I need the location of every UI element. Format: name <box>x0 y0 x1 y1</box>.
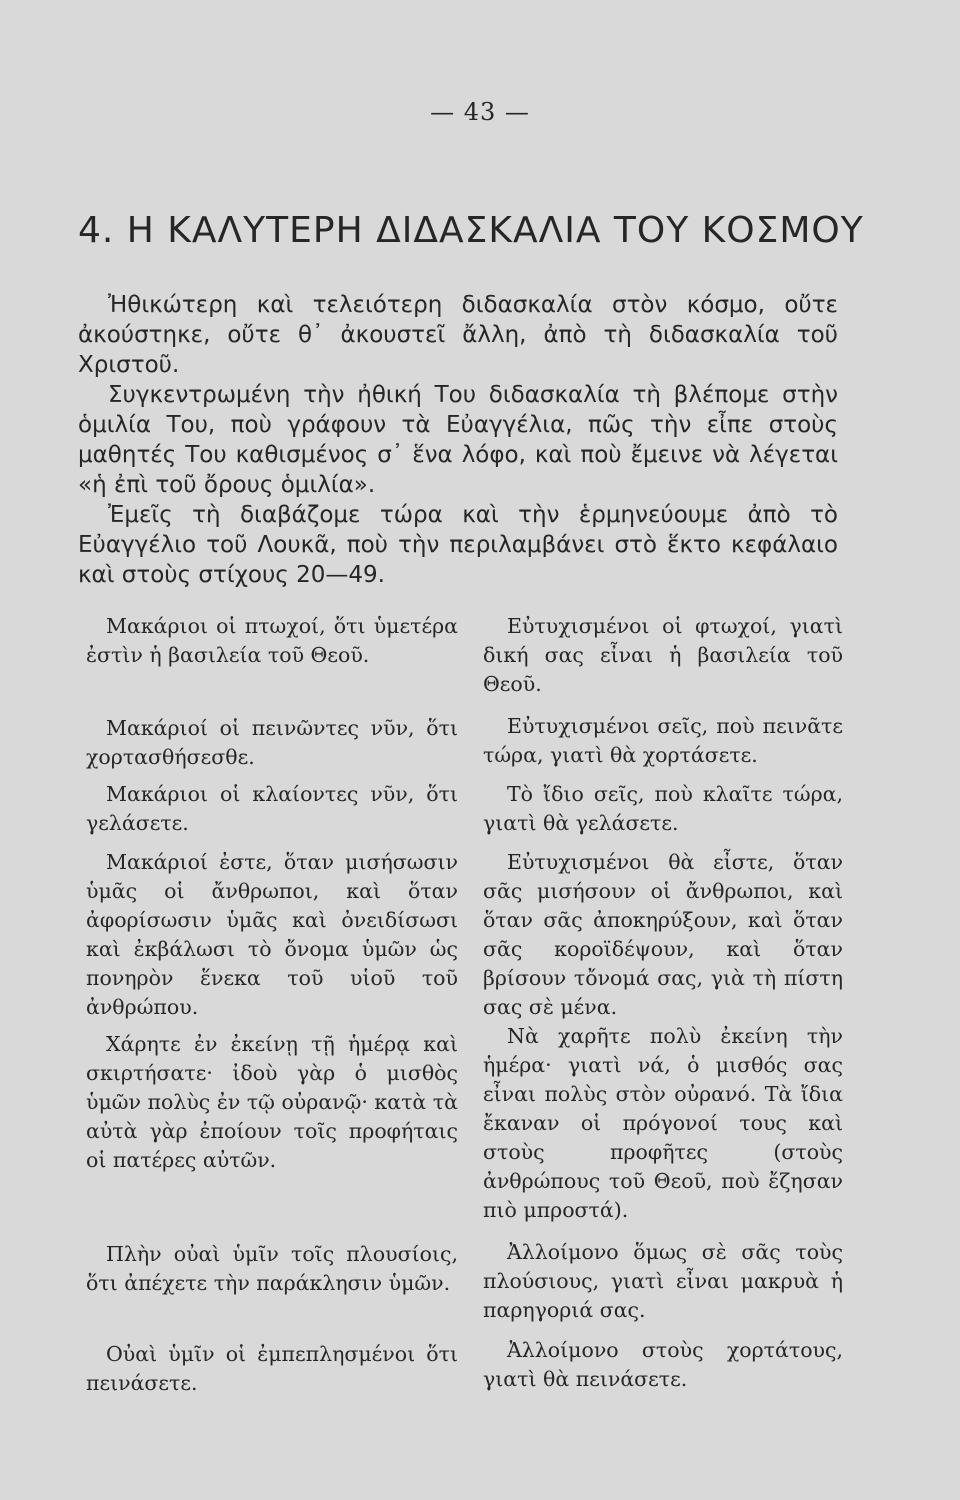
modern-verse: Ἀλλοίμονο στοὺς χορτάτους, γιατὶ θὰ πεινάσετε. <box>483 1338 843 1391</box>
original-verse: Μακάριοί οἱ πεινῶντες νῦν, ὅτι χορτασθήσεσθε. <box>86 716 458 769</box>
intro-paragraph: Συγκεντρωμένη τὴν ἠθική Του διδασκαλία τὴ βλέπομε στὴν ὁμιλία Του, ποὺ γράφουν τὰ Εὐαγγέλια, πῶς τὴν εἶπε στοὺς μαθητές Του καθισμένος σ᾽ ἕνα λόφο, καὶ ποὺ ἔμεινε νὰ λέγεται «ἡ ἐπὶ τοῦ ὄρους ὁμιλία». <box>78 382 838 498</box>
original-verse: Μακάριοί ἐστε, ὅταν μισήσωσιν ὑμᾶς οἱ ἄνθρωποι, καὶ ὅταν ἀφορίσωσιν ὑμᾶς καὶ ὀνειδίσωσι καὶ ἐκβάλωσι τὸ ὄνομα ὑμῶν ὡς πονηρὸν ἕνεκα τοῦ υἱοῦ τοῦ ἀνθρώπου. <box>86 850 458 1019</box>
intro-paragraph: Ἐμεῖς τὴ διαβάζομε τώρα καὶ τὴν ἑρμηνεύουμε ἀπὸ τὸ Εὐαγγέλιο τοῦ Λουκᾶ, ποὺ τὴν περιλαμβάνει στὸ ἕκτο κεφάλαιο καὶ στοὺς στίχους 20—49. <box>78 502 838 588</box>
modern-verse: Εὐτυχισμένοι οἱ φτωχοί, γιατὶ δική σας εἶναι ἡ βασιλεία τοῦ Θεοῦ. <box>483 614 843 696</box>
original-verse: Μακάριοι οἱ κλαίοντες νῦν, ὅτι γελάσετε. <box>86 782 458 835</box>
modern-verse: Τὸ ἴδιο σεῖς, ποὺ κλαῖτε τώρα, γιατὶ θὰ γελάσετε. <box>483 782 843 835</box>
chapter-title: 4. Η ΚΑΛΥΤΕΡΗ ΔΙΔΑΣΚΑΛΙΑ ΤΟΥ ΚΟΣΜΟΥ <box>78 210 864 251</box>
original-verse: Μακάριοι οἱ πτωχοί, ὅτι ὑμετέρα ἐστὶν ἡ βασιλεία τοῦ Θεοῦ. <box>86 614 458 667</box>
page-number: — 43 — <box>430 98 530 126</box>
original-verse: Πλὴν οὐαὶ ὑμῖν τοῖς πλουσίοις, ὅτι ἀπέχετε τὴν παράκλησιν ὑμῶν. <box>86 1242 458 1295</box>
modern-verse: Νὰ χαρῆτε πολὺ ἐκείνη τὴν ἡμέρα· γιατὶ νά, ὁ μισθός σας εἶναι πολὺς στὸν οὐρανό. Τὰ ἴδια ἔκαναν οἱ πρόγονοί τους καὶ στοὺς προφῆτες (στοὺς ἀνθρώπους τοῦ Θεοῦ, ποὺ ἔζησαν πιὸ μπροστά). <box>483 1024 843 1222</box>
intro-text <box>78 290 838 590</box>
intro-paragraph: Ἠθικώτερη καὶ τελειότερη διδασκαλία στὸν κόσμο, οὔτε ἀκούστηκε, οὔτε θ᾽ ἀκουστεῖ ἄλλη, ἀπὸ τὴ διδασκαλία τοῦ Χριστοῦ. <box>78 292 838 378</box>
modern-verse: Εὐτυχισμένοι σεῖς, ποὺ πεινᾶτε τώρα, γιατὶ θὰ χορτάσετε. <box>483 714 843 767</box>
modern-verse: Εὐτυχισμένοι θὰ εἶστε, ὅταν σᾶς μισήσουν οἱ ἄνθρωποι, καὶ ὅταν σᾶς ἀποκηρύξουν, καὶ ὅταν σᾶς κοροϊδέψουν, καὶ ὅταν βρίσουν τὄνομά σας, γιὰ τὴ πίστη σας σὲ μένα. <box>483 850 843 1019</box>
original-verse: Χάρητε ἐν ἐκείνῃ τῇ ἡμέρᾳ καὶ σκιρτήσατε· ἰδοὺ γὰρ ὁ μισθὸς ὑμῶν πολὺς ἐν τῷ οὐρανῷ· κατὰ τὰ αὐτὰ γὰρ ἐποίουν τοῖς προφήταις οἱ πατέρες αὐτῶν. <box>86 1032 458 1172</box>
modern-verse: Ἀλλοίμονο ὅμως σὲ σᾶς τοὺς πλούσιους, γιατὶ εἶναι μακρυὰ ἡ παρηγοριά σας. <box>483 1240 843 1322</box>
original-verse: Οὐαὶ ὑμῖν οἱ ἐμπεπλησμένοι ὅτι πεινάσετε. <box>86 1342 458 1395</box>
